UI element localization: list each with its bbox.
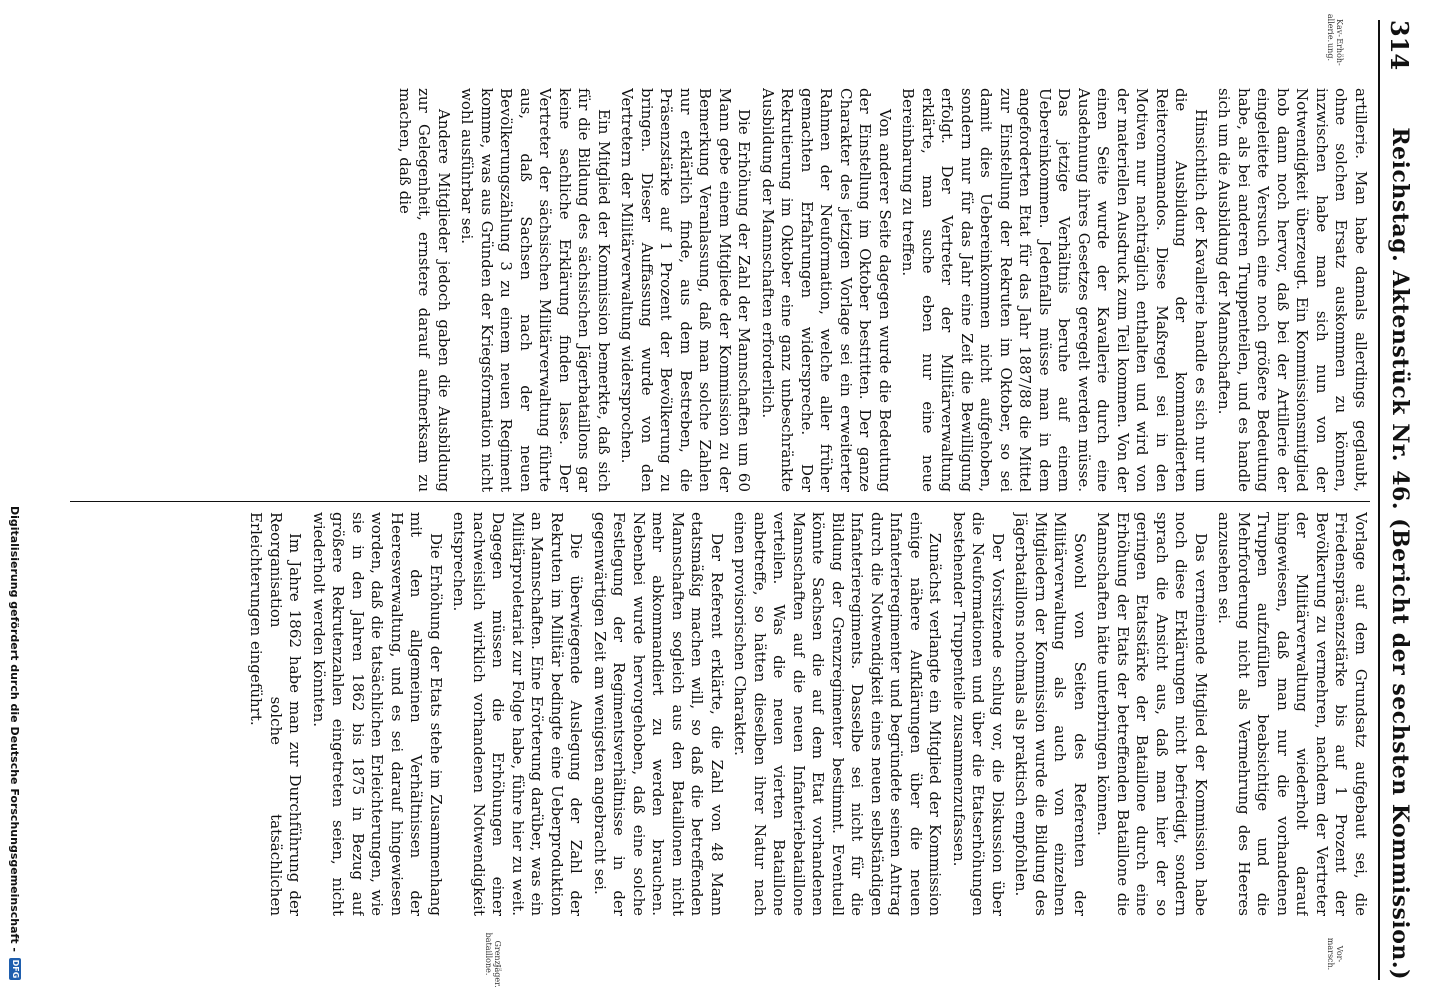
paragraph: Die überwiegende Auslegung der Zahl der Rekruten im Militär bedingte eine Ueberproduktion an Mannschaften. Eine Erörterung darüber, was ein Militärproletariat zur Folge habe, führe hier zu weit. Dagegen müssen die Erhöhungen einer nachweislich wirklich vorhandenen Notwendigkeit entsprechen. [450,512,586,916]
margin-note: Kav- allerie. [1326,13,1344,43]
digitization-note: Digitalisierung gefördert durch die Deutsche Forschungsgemeinschaft - [8,505,22,952]
running-head: Reichstag. Aktenstück Nr. 46. (Bericht der sechsten Kommission.) [1387,127,1413,980]
paragraph: artillerie. Man habe damals allerdings geglaubt, ohne solchen Ersatz auskommen zu können, inzwischen habe man sich nun von der Notwendigkeit überzeugt. Ein Kommissionsmitglied hob dann noch hervor, daß bei der Artillerie der eingeleitete Versuch eine noch größere Bedeutung habe, als bei anderen Truppenteilen, und es handle sich um die Ausbildung der Mannschaften. [1215,88,1370,492]
page-number: 314 [1385,20,1415,71]
dfg-logo-icon: DFG [11,959,20,979]
paragraph: Andere Mitglieder jedoch gaben die Ausbildung zur Gelegenheit, ernstere darauf aufmerksam zu machen, daß die [396,88,453,492]
left-text-column [70,88,1370,492]
paragraph: Sowohl von Seiten des Referenten der Militärverwaltung als auch von einzelnen Mitgliedern der Kommission wurde die Bildung des Jägerbataillons nochmals als praktisch empfohlen. [1012,512,1089,916]
paragraph: Der Vorsitzende schlug vor, die Diskussion über die Neuformationen und über die Etatserhöhungen bestehender Truppenteile zusammenzufassen. [950,512,1007,916]
paragraph: Die Erhöhung der Etats stehe im Zusammenhang mit den allgemeinen Verhältnissen der Heeresverwaltung, und es sei darauf hingewiesen worden, daß die tatsächlichen Erleichterungen, wie sie in den Jahren 1862 bis 1875 in Bezug auf größere Rekrutenzahlen eingetreten seien, nicht wiederholt werden könnten. [310,512,445,916]
paragraph: Die Erhöhung der Zahl der Mannschaften um 60 Mann gebe einem Mitgliede der Kommission zu der Bemerkung Veranlassung, daß man solche Zahlen nur erklärlich finde, aus dem Bestreben, die Präsenzstärke auf 1 Prozent der Bevölkerung zu bringen. Dieser Auffassung wurde von den Vertretern der Militärverwaltung widersprochen. [618,88,754,492]
paragraph: Ein Mitglied der Kommission bemerkte, daß sich für die Bildung des sächsischen Jägerbataillons gar keine sachliche Erklärung finden lasse. Der Vertreter der sächsischen Militärverwaltung führte aus, daß Sachsen nach der neuen Bevölkerungszählung 3 zu einem neuen Regiment komme, was aus Gründen der Kriegsformation nicht wohl ausführbar sei. [458,88,613,492]
paragraph: Vorlage auf dem Grundsatz aufgebaut sei, die Friedenspräsenzstärke bis auf 1 Prozent der Bevölkerung zu vermehren, nachdem der Vertreter der Militärverwaltung wiederholt darauf hingewiesen, daß man nur die vorhandenen Truppen aufzufüllen beabsichtige und die Mehrforderung nicht als Vermehrung des Heeres anzusehen sei. [1215,512,1370,916]
column-divider [70,501,1370,502]
paragraph: Hinsichtlich der Kavallerie handle es sich nur um die Ausbildung der kommandierten Reitercommandos. Diese Maßregel sei in den Motiven nur nachträglich enthalten und wird von der materiellen Ausdruck zum Teil kommen. Von der einen Seite wurde der Kavallerie durch eine Ausdehnung ihres Gesetzes geregelt werden müsse. Das jetzige Verhältnis beruhe auf einem Uebereinkommen. Jedenfalls müsse man in dem angeforderten Etat für das Jahr 1887/88 die Mittel zur Einstellung der Rekruten im Oktober, so sei damit dies Uebereinkommen nicht aufgehoben, sondern nur für das Jahr eine Zeit die Bewilligung erfolgt. Der Vertreter der Militärverwaltung erklärte, man suche eben nur eine neue Bereinbarung zu treffen. [899,88,1210,492]
paragraph: Zunächst verlangte ein Mitglied der Kommission einige nähere Aufklärungen über die neuen Infanterieregimenter und begründete seinen Antrag durch die Notwendigkeit eines neuen selbständigen Infanterieregiments. Dasselbe sei nicht für die Bildung der Grenzregimenter bestimmt. Eventuell könnte Sachsen die auf dem Etat vorhandenen Mannschaften auf die neuen Infanteriebataillone verteilen. Was die neuen vierten Bataillone anbetreffe, so hätten dieselben ihrer Natur nach einen provisorischen Charakter. [731,512,945,916]
right-text-column [70,512,1370,916]
margin-note: Grenz- bataillone. [484,932,502,976]
paragraph: Im Jahre 1862 habe man zur Durchführung der Reorganisation solche tatsächlichen Erleichterungen eingeführt. [247,512,305,916]
page-header [1378,20,1420,980]
margin-note: Erhöh- ung. [1326,38,1344,66]
paragraph: Das verneinende Mitglied der Kommission habe noch diese Erklärungen nicht befriedigt, sondern sprach die Ansicht aus, daß man hier der so geringen Etatsstärke der Bataillone durch eine Erhöhung der Etats der betreffenden Bataillone die Mannschaften hätte unterbringen können. [1094,512,1210,916]
margin-note: Vor- marsch. [1326,937,1344,971]
paragraph: Von anderer Seite dagegen wurde die Bedeutung der Einstellung im Oktober bestritten. Der ganze Charakter des jetzigen Vorlage sei ein erweiterter Rahmen der Neuformation, welche aller früher gemachten Erfahrungen widerspreche. Der Rekrutierung im Oktober eine ganz unbeschränkte Ausbildung der Mannschaften erforderlich. [759,88,894,492]
margin-note: Jäger. [493,964,502,988]
digitization-footer [6,20,24,980]
paragraph: Der Referent erklärte, die Zahl von 48 Mann etatsmäßig machen will, so daß die betreffenden Mannschaften sogleich aus den Bataillonen nicht mehr abkommandiert zu werden brauchen. Nebenbei wurde hervorgehoben, daß eine solche Festlegung der Regimentsverhältnisse in der gegenwärtigen Zeit am wenigsten angebracht sei. [591,512,726,916]
